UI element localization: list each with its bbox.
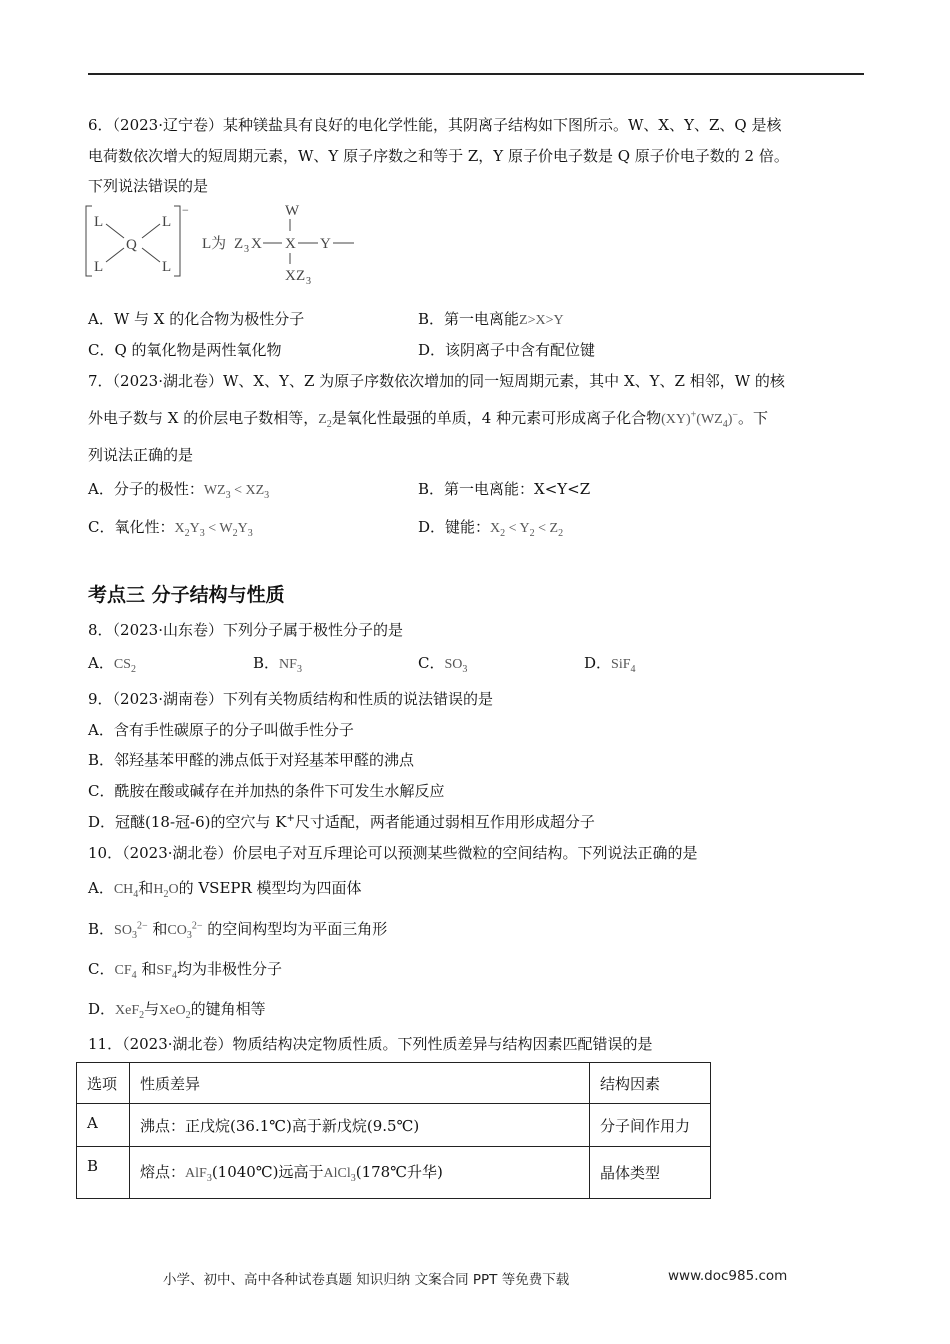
formula-so3-ion: $SO_3^{2-}$ [114, 920, 148, 941]
q7-option-b: B．第一电离能：X<Y<Z [418, 480, 591, 498]
table-row [77, 1147, 711, 1199]
ligand-l: L [162, 214, 172, 230]
q9-option-d: D．冠醚(18-冠-6)的空穴与 K+尺寸适配，两者能通过弱相互作用形成超分子 [88, 813, 595, 831]
q6-option-b: B．第一电离能Z>X>Y [418, 310, 564, 328]
q10-option-a: A．$CH_4$和$H_2O$的 VSEPR 模型均为四面体 [88, 879, 362, 900]
ionization-order-formula: Z>X>Y [519, 313, 564, 328]
formula-cf4: $CF_4$ [114, 963, 137, 981]
z3-group: Z [234, 236, 244, 252]
q7-line1: 7．（2023·湖北卷）W、X、Y、Z 为原子序数依次增加的同一短周期元素，其中 X、Y、Z 相邻，W 的核 [88, 372, 785, 390]
q6-option-a: A．W 与 X 的化合物为极性分子 [88, 310, 305, 328]
q8-option-b: B．$NF_3$ [253, 654, 302, 675]
y-atom: Y [320, 236, 331, 252]
q8-option-d: D．SiF$_4$ [584, 654, 636, 675]
formula-ch4: $CH_4$ [113, 882, 139, 900]
q10-option-c: C．$CF_4$ 和$SF_4$均为非极性分子 [88, 960, 282, 981]
svg-text:3: 3 [306, 276, 311, 284]
header-option: 选项 [77, 1063, 130, 1104]
formula-xeo2: XeO$_2$ [159, 1003, 191, 1021]
formula-oxidation-compare: $X_2Y_3 < W_2Y_3$ [174, 521, 253, 539]
table-header-row [77, 1063, 711, 1104]
svg-text:X: X [251, 236, 262, 252]
q7-option-d: D．键能：$X_2 < Y_2 < Z_2$ [418, 518, 564, 539]
q11-stem: 11．（2023·湖北卷）物质结构决定物质性质。下列性质差异与结构因素匹配错误的是 [88, 1035, 653, 1053]
row-property-difference: 沸点：正戊烷(36.1℃)高于新戊烷(9.5℃) [130, 1104, 590, 1147]
x-center: X [285, 236, 296, 252]
formula-nf3: $NF_3$ [279, 657, 302, 675]
q9-stem: 9．（2023·湖南卷）下列有关物质结构和性质的说法错误的是 [88, 690, 493, 708]
header-structural-factor: 结构因素 [590, 1063, 711, 1104]
q11-table [76, 1062, 711, 1199]
central-q: Q [126, 237, 137, 253]
row-structural-factor: 晶体类型 [590, 1147, 711, 1199]
q7-line3: 列说法正确的是 [88, 446, 194, 464]
q7-line2: 外电子数与 X 的价层电子数相等，$Z_2$是氧化性最强的单质，4 种元素可形成离子化合物$(XY)^+(WZ_4)^-$。下 [88, 409, 769, 430]
w-atom: W [285, 203, 300, 219]
q8-option-c: C．$SO_3$ [418, 654, 468, 675]
svg-text:3: 3 [244, 244, 249, 255]
q8-option-a: A．$CS_2$ [88, 654, 136, 675]
header-property-difference: 性质差异 [130, 1063, 590, 1104]
q8-stem: 8．（2023·山东卷）下列分子属于极性分子的是 [88, 621, 403, 639]
xz3-group: X [285, 268, 296, 284]
anion-charge: − [182, 203, 189, 217]
formula-sf4: $SF_4$ [156, 963, 177, 981]
footer-text: 小学、初中、高中各种试卷真题 知识归纳 文案合同 PPT 等免费下载 [163, 1272, 570, 1288]
formula-alf3: AlF$_3$ [185, 1166, 212, 1184]
formula-sif4: SiF$_4$ [611, 657, 636, 675]
q6-line1: 6．（2023·辽宁卷）某种镁盐具有良好的电化学性能，其阴离子结构如下图所示。W、X、Y、Z、Q 是核 [88, 116, 782, 134]
formula-ionic-compound: $(XY)^+(WZ_4)^-$ [661, 409, 739, 430]
l-definition-label: L为 [202, 236, 227, 252]
ligand-l: L [94, 259, 104, 275]
formula-alcl3: AlCl$_3$ [323, 1166, 356, 1184]
formula-so3: $SO_3$ [444, 657, 468, 675]
row-structural-factor: 分子间作用力 [590, 1104, 711, 1147]
q10-option-d: D．XeF$_2$与XeO$_2$的键角相等 [88, 1000, 266, 1021]
formula-h2o: $H_2O$ [153, 882, 179, 900]
q6-option-d: D．该阴离子中含有配位键 [418, 341, 596, 359]
q6-line3: 下列说法错误的是 [88, 177, 209, 195]
formula-bond-energy-compare: $X_2 < Y_2 < Z_2$ [490, 521, 564, 539]
q6-option-c: C．Q 的氧化物是两性氧化物 [88, 341, 282, 359]
svg-text:Z: Z [296, 268, 306, 284]
row-option: B [77, 1147, 130, 1199]
table-row [77, 1104, 711, 1147]
q9-option-c: C．酰胺在酸或碱存在并加热的条件下可发生水解反应 [88, 782, 445, 800]
formula-z2: $Z_2$ [318, 412, 332, 430]
q10-stem: 10．（2023·湖北卷）价层电子对互斥理论可以预测某些微粒的空间结构。下列说法正确的是 [88, 844, 698, 862]
header-rule [88, 73, 864, 75]
q6-line2: 电荷数依次增大的短周期元素，W、Y 原子序数之和等于 Z，Y 原子价电子数是 Q 原子价电子数的 2 倍。 [88, 147, 789, 165]
q9-option-b: B．邻羟基苯甲醛的沸点低于对羟基苯甲醛的沸点 [88, 751, 415, 769]
formula-polarity-compare: $WZ_3 < XZ_3$ [203, 483, 270, 501]
ligand-l: L [162, 259, 172, 275]
formula-xef2: XeF$_2$ [115, 1003, 145, 1021]
row-option: A [77, 1104, 130, 1147]
q7-option-c: C．氧化性：$X_2Y_3 < W_2Y_3$ [88, 518, 253, 539]
ligand-l: L [94, 214, 104, 230]
q10-option-b: B．$SO_3^{2-}$ 和$CO_3^{2-}$ 的空间构型均为平面三角形 [88, 920, 388, 941]
section-heading: 考点三 分子结构与性质 [88, 584, 285, 606]
formula-cs2: $CS_2$ [113, 657, 136, 675]
q7-option-a: A．分子的极性：$WZ_3 < XZ_3$ [88, 480, 270, 501]
anion-structure-diagram [84, 200, 364, 284]
q9-option-a: A．含有手性碳原子的分子叫做手性分子 [88, 721, 354, 739]
formula-co3-ion: $CO_3^{2-}$ [167, 920, 203, 941]
footer-link[interactable]: www.doc985.com [668, 1268, 788, 1284]
row-property-difference: 熔点：AlF$_3$(1040℃)远高于AlCl$_3$(178℃升华) [130, 1147, 590, 1199]
